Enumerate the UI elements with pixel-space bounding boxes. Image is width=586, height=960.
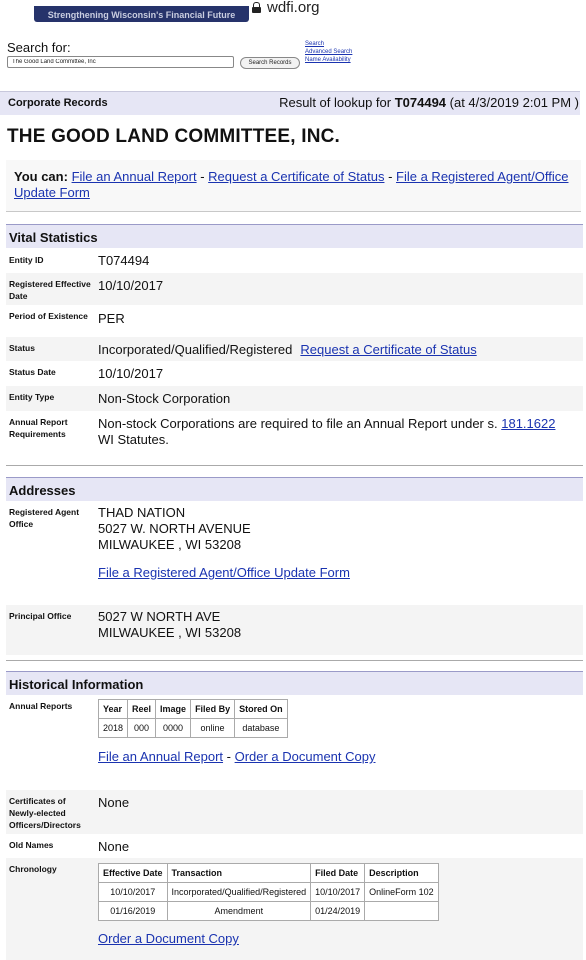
filed-date: 10/10/2017 <box>311 883 365 902</box>
registered-agent-row <box>6 501 583 605</box>
lookup-result <box>279 95 579 110</box>
annual-report-actions <box>98 749 376 764</box>
page-title: THE GOOD LAND COMMITTEE, INC. <box>7 126 341 147</box>
column-header: Filed By <box>191 700 235 719</box>
column-header: Effective Date <box>99 864 168 883</box>
row-label: Entity ID <box>9 255 44 265</box>
agent-name: THAD NATION <box>98 505 186 520</box>
divider <box>6 465 583 466</box>
column-header: Stored On <box>235 700 288 719</box>
row-label: Annual Reports <box>9 701 73 711</box>
column-header: Reel <box>128 700 156 719</box>
file-annual-report-link[interactable]: File an Annual Report <box>71 169 197 184</box>
annual-report-requirements-row <box>6 411 583 463</box>
row-label: Registered Effective Date <box>9 279 91 301</box>
separator: - <box>196 169 209 184</box>
quick-links <box>305 40 352 64</box>
row-label: Status Date <box>9 367 56 377</box>
search-link[interactable]: Search <box>305 41 325 47</box>
report-image: 0000 <box>156 719 191 738</box>
row-label: Chronology <box>9 864 57 874</box>
row-label: Status <box>9 343 35 353</box>
row-label: Certificates of Newly-elected Officers/Directors <box>9 796 81 830</box>
filed-date: 01/24/2019 <box>311 902 365 921</box>
transaction: Amendment <box>167 902 311 921</box>
status-row <box>6 337 583 361</box>
annual-reports-table <box>98 699 288 738</box>
entity-id-row <box>6 249 583 273</box>
status-date-value: 10/10/2017 <box>98 366 164 381</box>
actions-box <box>6 160 581 212</box>
status-date-row <box>6 361 583 386</box>
addresses-heading: Addresses <box>6 477 583 501</box>
url-text: wdfi.org <box>267 0 320 16</box>
table-row <box>99 902 439 921</box>
column-header: Transaction <box>167 864 311 883</box>
order-document-copy-link[interactable]: Order a Document Copy <box>234 749 376 764</box>
order-document-copy-link[interactable]: Order a Document Copy <box>98 931 239 946</box>
search-label: Search for: <box>7 40 71 55</box>
table-row <box>99 883 439 902</box>
column-header: Description <box>365 864 439 883</box>
request-certificate-link[interactable]: Request a Certificate of Status <box>300 342 477 357</box>
row-label: Registered Agent Office <box>9 507 80 529</box>
name-availability-link[interactable]: Name Availability <box>305 57 351 63</box>
separator: - <box>223 749 235 764</box>
historical-information-heading: Historical Information <box>6 671 583 695</box>
lock-icon <box>252 2 261 13</box>
entity-type-row <box>6 386 583 411</box>
column-header: Image <box>156 700 191 719</box>
request-certificate-link[interactable]: Request a Certificate of Status <box>208 169 385 184</box>
statute-link[interactable]: 181.1622 <box>501 416 556 431</box>
divider <box>6 660 583 661</box>
table-header-row <box>99 700 288 719</box>
actions-text <box>14 169 569 201</box>
description: OnlineForm 102 <box>365 883 439 902</box>
principal-office-row <box>6 605 583 655</box>
table-header-row <box>99 864 439 883</box>
effective-date: 01/16/2019 <box>99 902 168 921</box>
report-reel: 000 <box>128 719 156 738</box>
agent-street: 5027 W. NORTH AVENUE <box>98 521 251 536</box>
row-label: Period of Existence <box>9 311 88 321</box>
lookup-prefix: Result of lookup for <box>279 95 395 110</box>
transaction: Incorporated/Qualified/Registered <box>167 883 311 902</box>
effective-date: 10/10/2017 <box>99 883 168 902</box>
vital-statistics-heading: Vital Statistics <box>6 224 583 248</box>
requirement-text-end: WI Statutes. <box>98 432 169 447</box>
lookup-timestamp: (at 4/3/2019 2:01 PM ) <box>446 95 579 110</box>
you-can-label: You can: <box>14 169 68 184</box>
row-label: Principal Office <box>9 611 72 621</box>
records-bar <box>0 91 580 115</box>
separator: - <box>384 169 397 184</box>
annual-report-requirements-value <box>98 416 568 448</box>
column-header: Filed Date <box>311 864 365 883</box>
report-stored-on: database <box>235 719 288 738</box>
certificates-value: None <box>98 795 130 810</box>
records-title: Corporate Records <box>8 97 108 109</box>
row-label: Entity Type <box>9 392 55 402</box>
status-value <box>98 342 568 358</box>
report-filed-by: online <box>191 719 235 738</box>
entity-id-value: T074494 <box>98 253 150 268</box>
period-row <box>6 305 583 337</box>
principal-address <box>98 609 568 641</box>
advanced-search-link[interactable]: Advanced Search <box>305 49 353 55</box>
row-label: Old Names <box>9 840 54 850</box>
file-agent-update-link[interactable]: File a Registered Agent/Office Update Form <box>14 169 569 200</box>
period-value: PER <box>98 311 125 326</box>
chronology-actions <box>98 931 239 946</box>
status-text: Incorporated/Qualified/Registered <box>98 342 293 357</box>
description <box>365 902 439 921</box>
file-agent-update-link[interactable]: File a Registered Agent/Office Update Form <box>98 565 350 580</box>
address-bar[interactable] <box>252 0 320 19</box>
column-header: Year <box>99 700 128 719</box>
registered-date-value: 10/10/2017 <box>98 278 164 293</box>
old-names-row <box>6 834 583 858</box>
requirement-text: Non-stock Corporations are required to file an Annual Report under s. <box>98 416 502 431</box>
principal-city: MILWAUKEE , WI 53208 <box>98 625 242 640</box>
agent-city: MILWAUKEE , WI 53208 <box>98 537 242 552</box>
file-annual-report-link[interactable]: File an Annual Report <box>98 749 224 764</box>
annual-reports-row <box>6 695 583 790</box>
old-names-value: None <box>98 839 130 854</box>
row-label: Annual Report Requirements <box>9 417 68 439</box>
registered-date-row <box>6 273 583 305</box>
principal-street: 5027 W NORTH AVE <box>98 609 221 624</box>
agent-address <box>98 505 568 581</box>
search-input[interactable] <box>7 56 234 68</box>
entity-type-value: Non-Stock Corporation <box>98 391 231 406</box>
table-row <box>99 719 288 738</box>
report-year: 2018 <box>99 719 128 738</box>
chronology-table <box>98 863 439 921</box>
lookup-id: T074494 <box>394 95 447 110</box>
banner-tagline: Strengthening Wisconsin's Financial Future <box>34 6 249 22</box>
search-records-button[interactable]: Search Records <box>240 57 300 69</box>
certificates-row <box>6 790 583 834</box>
